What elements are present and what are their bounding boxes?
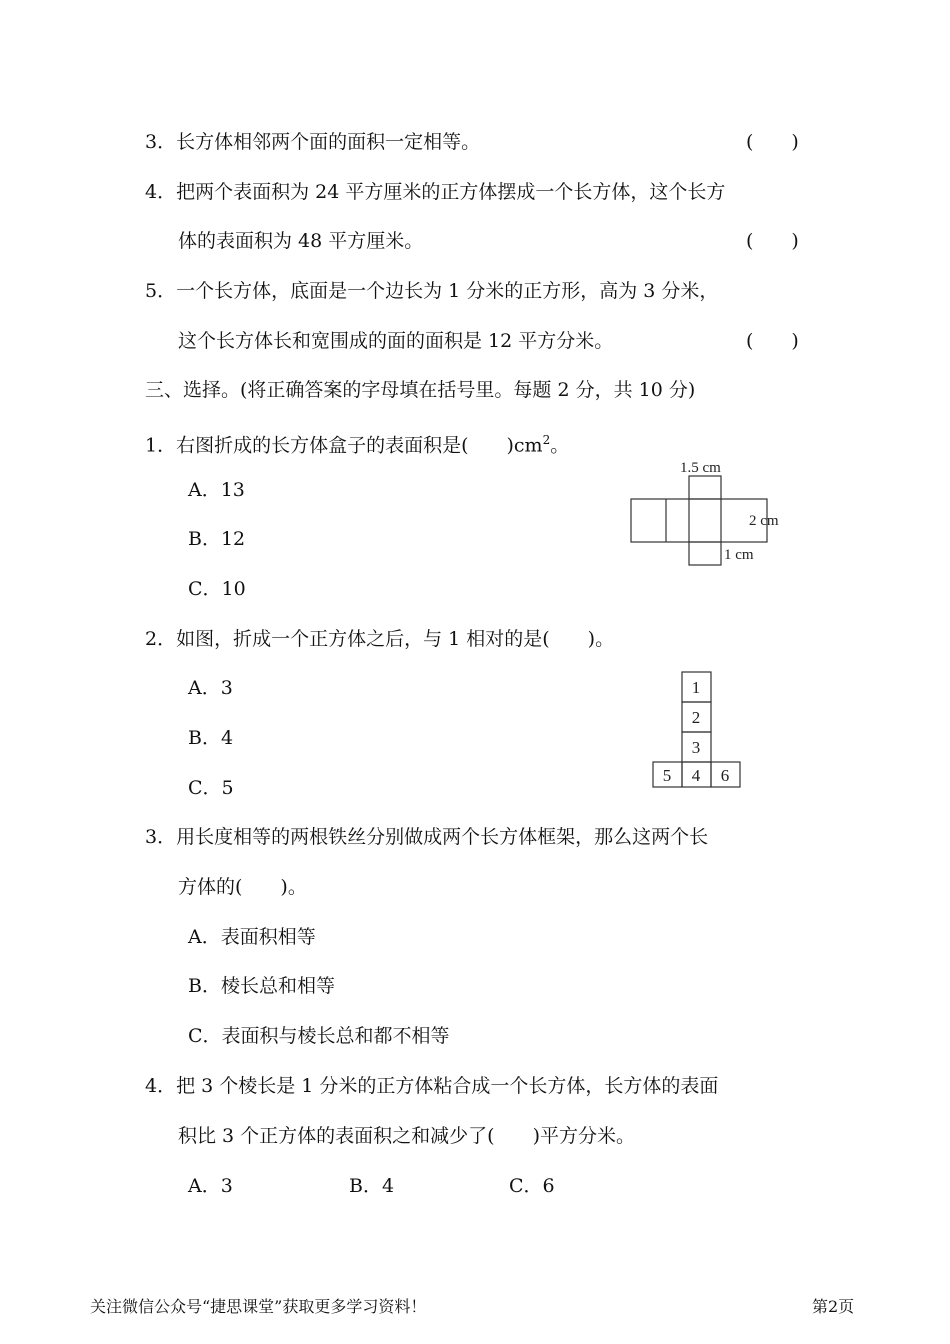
net-top-face	[689, 476, 721, 499]
question-3: 3．用长度相等的两根铁丝分别做成两个长方体框架，那么这两个长	[145, 826, 709, 848]
face-number: 1	[691, 678, 701, 697]
judgement-3: 3．长方体相邻两个面的面积一定相等。	[145, 131, 481, 153]
section-title: 三、选择。(将正确答案的字母填在括号里。每题 2 分，共 10 分)	[145, 379, 696, 401]
question-4: 4．把 3 个棱长是 1 分米的正方体粘合成一个长方体，长方体的表面	[145, 1075, 719, 1097]
face-number: 3	[691, 738, 701, 757]
judgement-5: 5．一个长方体，底面是一个边长为 1 分米的正方形，高为 3 分米，	[145, 280, 719, 302]
option-c[interactable]: C．10	[188, 578, 246, 600]
option-b[interactable]: B．4	[349, 1175, 395, 1197]
option-a[interactable]: A．13	[188, 479, 245, 501]
option-a[interactable]: A．3	[188, 677, 233, 699]
face-number: 5	[662, 766, 672, 785]
judgement-4-line2: 体的表面积为 48 平方厘米。	[178, 230, 424, 252]
answer-paren[interactable]: ( )	[746, 230, 799, 252]
question-1: 1．右图折成的长方体盒子的表面积是( )$cm^2$。	[145, 433, 570, 457]
cube-net-figure	[648, 668, 748, 793]
judgement-5-line2: 这个长方体长和宽围成的面的面积是 12 平方分米。	[178, 330, 614, 352]
option-b[interactable]: B．12	[188, 528, 246, 550]
option-c[interactable]: C．5	[188, 777, 234, 799]
footer-promo: 关注微信公众号“捷思课堂”获取更多学习资料！	[90, 1297, 427, 1316]
net-bottom-face	[689, 542, 721, 565]
answer-paren[interactable]: ( )	[746, 131, 799, 153]
option-c[interactable]: C．表面积与棱长总和都不相等	[188, 1025, 450, 1047]
label-bottom: 1 cm	[724, 547, 754, 563]
net-row-outline	[631, 499, 767, 542]
page-number: 第2页	[812, 1297, 855, 1316]
face-number: 2	[691, 708, 701, 727]
face-number: 6	[720, 766, 730, 785]
cuboid-net-figure	[620, 452, 800, 577]
option-b[interactable]: B．4	[188, 727, 234, 749]
option-a[interactable]: A．3	[188, 1175, 233, 1197]
option-c[interactable]: C．6	[509, 1175, 555, 1197]
label-right: 2 cm	[749, 513, 779, 529]
question-2: 2．如图，折成一个正方体之后，与 1 相对的是( )。	[145, 628, 615, 650]
question-4-line2: 积比 3 个正方体的表面积之和减少了( )平方分米。	[178, 1125, 635, 1147]
option-a[interactable]: A．表面积相等	[188, 926, 316, 948]
answer-paren[interactable]: ( )	[746, 330, 799, 352]
question-3-line2: 方体的( )。	[178, 876, 307, 898]
face-number: 4	[691, 766, 701, 785]
judgement-4: 4．把两个表面积为 24 平方厘米的正方体摆成一个长方体，这个长方	[145, 181, 726, 203]
option-b[interactable]: B．棱长总和相等	[188, 975, 335, 997]
label-top: 1.5 cm	[680, 460, 721, 476]
